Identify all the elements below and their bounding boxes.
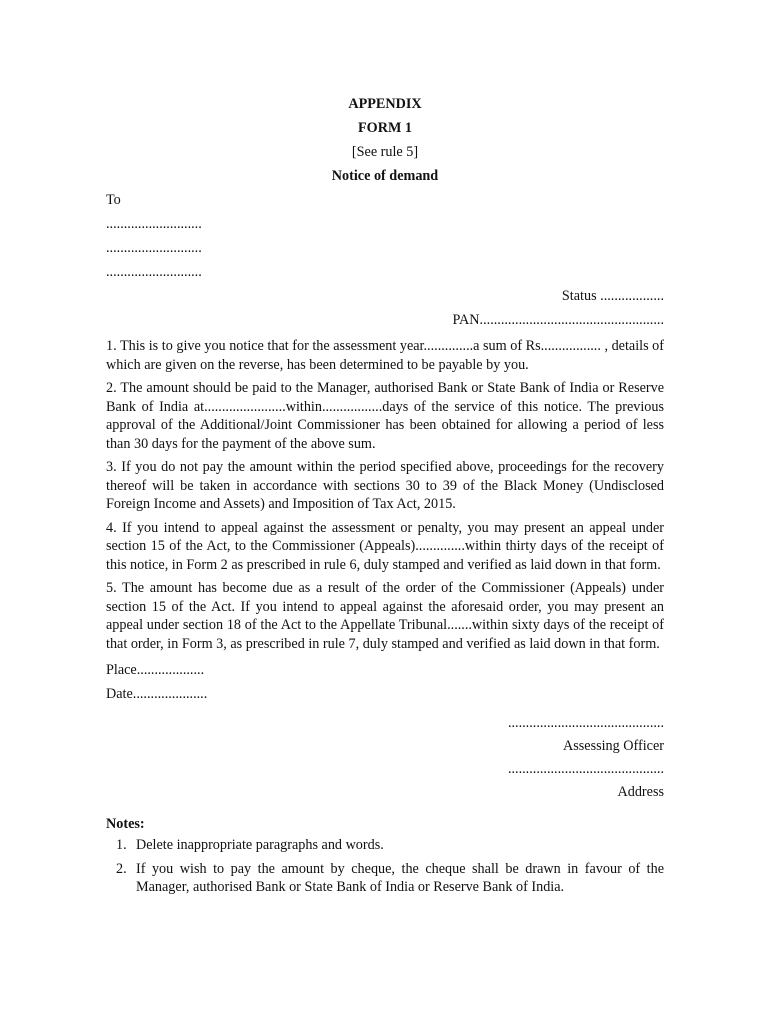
rule-reference: [See rule 5] bbox=[351, 144, 419, 160]
pan-field: PAN.................................................... bbox=[452, 312, 664, 328]
note-text: If you wish to pay the amount by cheque, the cheque shall be drawn in favour of the Manager, authorised Bank or State Bank of India or Reserve Bank of India. bbox=[136, 861, 664, 895]
paragraph-5: 5. The amount has become due as a result of the order of the Commissioner (Appeals) under section 15 of the Act. If you intend to appeal against the aforesaid order, you may present an appeal under section 18 of the Act to the Appellate Tribunal.......within sixty days of the receipt of that order, in Form 3, as prescribed in rule 7, duly stamped and verified as laid down in that form. bbox=[106, 580, 664, 652]
document-page bbox=[106, 92, 664, 902]
assessing-officer-label: Assessing Officer bbox=[562, 738, 664, 754]
appendix-heading: APPENDIX bbox=[348, 96, 422, 112]
addressee-line-1: ........................... bbox=[106, 216, 202, 232]
note-item bbox=[106, 836, 664, 854]
address-label: Address bbox=[617, 784, 664, 800]
paragraph-1: 1. This is to give you notice that for the assessment year..............a sum of Rs................. , details of which are given on the reverse, has been determined to be payable by you. bbox=[106, 338, 664, 373]
place-field: Place................... bbox=[106, 662, 205, 678]
note-number: 1. bbox=[116, 837, 127, 853]
date-field: Date..................... bbox=[106, 686, 208, 702]
addressee-line-3: ........................... bbox=[106, 264, 202, 280]
note-number: 2. bbox=[116, 861, 127, 877]
status-field: Status .................. bbox=[561, 288, 664, 304]
addressee-to: To bbox=[106, 192, 121, 208]
notes-list bbox=[106, 836, 664, 896]
addressee-line-2: ........................... bbox=[106, 240, 202, 256]
paragraph-2: 2. The amount should be paid to the Manager, authorised Bank or State Bank of India or Reserve Bank of India at.......................within.................days of the service of this notice. The previous approval of the Additional/Joint Commissioner has been obtained for allowing a period of less than 30 days for the payment of the above sum. bbox=[106, 380, 664, 452]
paragraph-3: 3. If you do not pay the amount within the period specified above, proceedings for the recovery thereof will be taken in accordance with sections 30 to 39 of the Black Money (Undisclosed Foreign Income and Assets) and Imposition of Tax Act, 2015. bbox=[106, 459, 664, 512]
paragraph-4: 4. If you intend to appeal against the assessment or penalty, you may present an appeal under section 15 of the Act, to the Commissioner (Appeals)..............within thirty days of the receipt of this notice, in Form 2 as prescribed in rule 6, duly stamped and verified as laid down in that form. bbox=[106, 519, 664, 573]
form-heading: FORM 1 bbox=[358, 120, 412, 136]
signature-line: ............................................ bbox=[507, 715, 664, 731]
document-title: Notice of demand bbox=[331, 168, 439, 184]
signature-block bbox=[106, 712, 664, 804]
note-text: Delete inappropriate paragraphs and words. bbox=[136, 837, 384, 853]
notes-heading: Notes: bbox=[106, 816, 145, 832]
address-line: ............................................ bbox=[507, 761, 664, 777]
note-item bbox=[106, 860, 664, 896]
